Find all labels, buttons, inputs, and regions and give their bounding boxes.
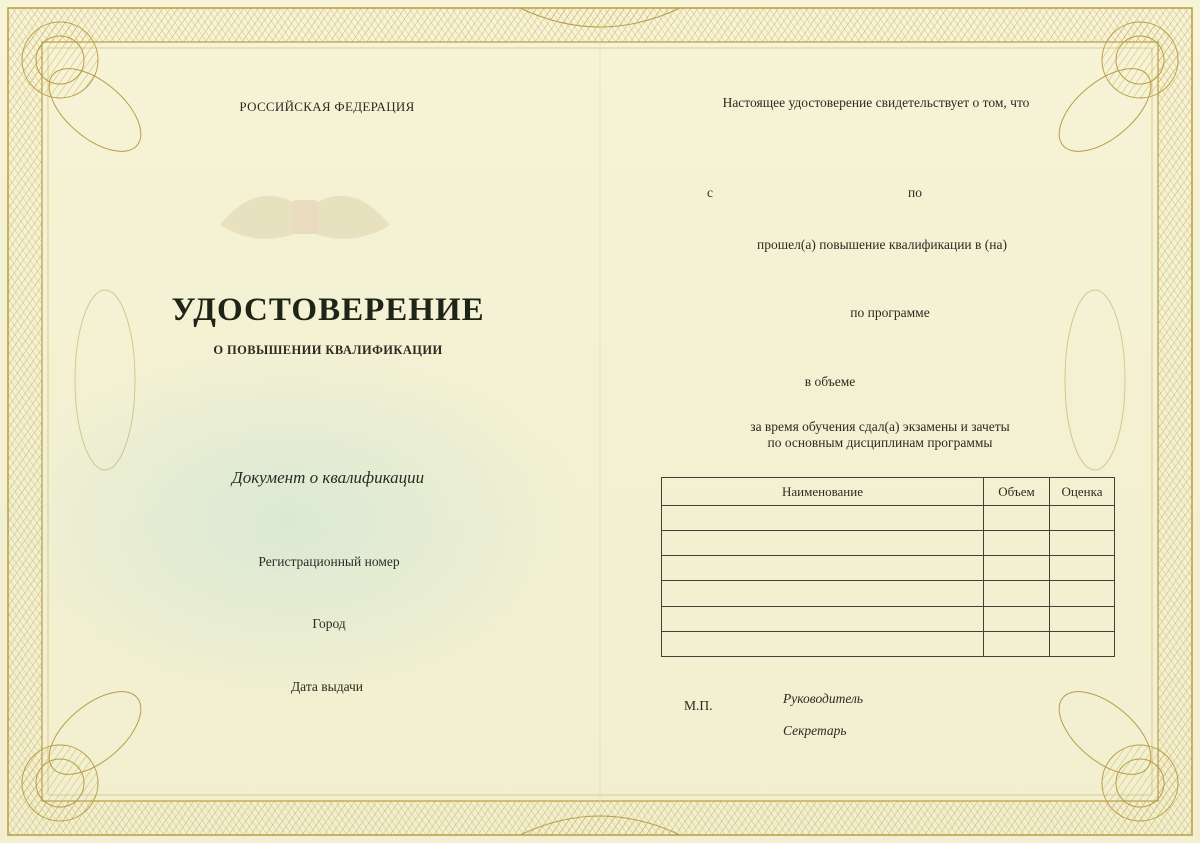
column-header-name: Наименование	[662, 478, 984, 506]
table-cell-name	[662, 606, 984, 631]
table-cell-volume	[984, 581, 1050, 606]
table-cell-name	[662, 531, 984, 556]
table-cell-name	[662, 631, 984, 656]
certification-intro: Настоящее удостоверение свидетельствует о том, что	[722, 95, 1030, 110]
disciplines-table	[661, 477, 1115, 657]
table-cell-volume	[984, 606, 1050, 631]
coat-of-arms-watermark	[200, 170, 410, 260]
issue-date-label: Дата выдачи	[290, 679, 364, 694]
registration-number-label: Регистрационный номер	[258, 554, 400, 569]
table-cell-grade	[1050, 556, 1115, 581]
table-cell-grade	[1050, 631, 1115, 656]
table-cell-volume	[984, 506, 1050, 531]
city-label: Город	[312, 616, 346, 631]
exams-text-line-1: за время обучения сдал(а) экзамены и зачеты	[750, 419, 1010, 434]
table-row	[662, 506, 1115, 531]
exams-text-line-2: по основным дисциплинам программы	[767, 435, 993, 450]
period-to-label: по	[908, 185, 922, 200]
document-type: Документ о квалификации	[231, 468, 425, 487]
table-cell-name	[662, 581, 984, 606]
table-cell-grade	[1050, 506, 1115, 531]
column-header-grade: Оценка	[1050, 478, 1115, 506]
table-header-row	[662, 478, 1115, 506]
table-cell-grade	[1050, 606, 1115, 631]
table-cell-volume	[984, 631, 1050, 656]
table-row	[662, 606, 1115, 631]
country-label: РОССИЙСКАЯ ФЕДЕРАЦИЯ	[239, 99, 415, 114]
table-row	[662, 531, 1115, 556]
table-cell-name	[662, 506, 984, 531]
period-from-label: с	[707, 185, 713, 200]
document-subtitle: О ПОВЫШЕНИИ КВАЛИФИКАЦИИ	[213, 343, 443, 357]
program-label: по программе	[850, 305, 930, 320]
table-cell-volume	[984, 556, 1050, 581]
training-completed-text: прошел(а) повышение квалификации в (на)	[757, 237, 1007, 252]
table-row	[662, 581, 1115, 606]
volume-label: в объеме	[804, 374, 856, 389]
table-cell-grade	[1050, 581, 1115, 606]
table-row	[662, 556, 1115, 581]
column-header-volume: Объем	[984, 478, 1050, 506]
table-cell-volume	[984, 531, 1050, 556]
stamp-place-label: М.П.	[684, 698, 713, 713]
table-cell-name	[662, 556, 984, 581]
secretary-signature-label: Секретарь	[783, 723, 847, 738]
table-row	[662, 631, 1115, 656]
table-cell-grade	[1050, 531, 1115, 556]
document-title: УДОСТОВЕРЕНИЕ	[171, 292, 485, 328]
director-signature-label: Руководитель	[783, 691, 864, 706]
